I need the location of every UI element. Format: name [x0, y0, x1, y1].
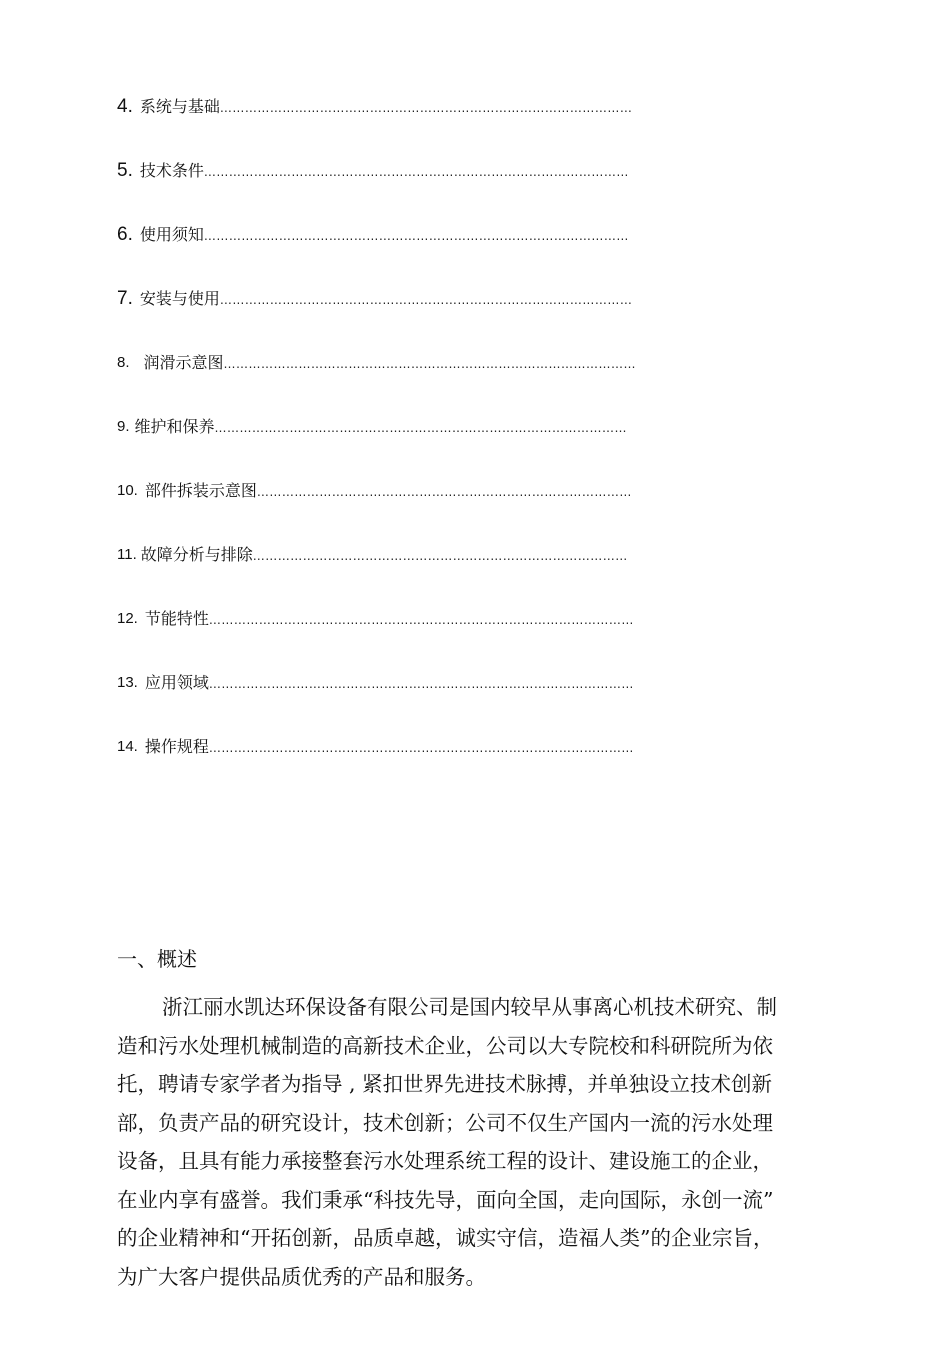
toc-item-10[interactable] [117, 479, 759, 503]
toc-leader-dots: ………………………………………………………………………………………… [208, 677, 634, 691]
toc-title: 技术条件 [139, 161, 204, 180]
toc-leader-dots: ………………………………………………………………………………………… [203, 165, 629, 179]
toc-number: 14. [117, 738, 138, 755]
toc-number: 10. [117, 482, 138, 499]
toc-title: 部件拆装示意图 [144, 481, 257, 500]
toc-item-5[interactable] [117, 159, 753, 183]
toc-leader-dots: ………………………………………………………………………………………… [208, 613, 634, 627]
toc-number: 9. [117, 418, 130, 435]
paragraph-line: 浙江丽水凯达环保设备有限公司是国内较早从事离心机技术研究、制 [162, 995, 777, 1019]
paragraph-line: 托，聘请专家学者为指导 , 紧扣世界先进技术脉搏，并单独设立技术创新 [117, 1072, 773, 1096]
toc-title: 维护和保养 [134, 417, 215, 436]
toc-item-8[interactable] [117, 351, 757, 375]
toc-number: 13. [117, 674, 138, 691]
toc-title: 操作规程 [144, 737, 209, 756]
toc-leader-dots: ……………………………………………………………………………………… [219, 293, 633, 307]
toc-number: 11. [117, 546, 137, 563]
toc-item-12[interactable] [117, 607, 759, 631]
toc-item-7[interactable] [117, 287, 753, 311]
toc-item-4[interactable] [117, 95, 753, 119]
toc-leader-dots: ……………………………………………………………………………… [252, 549, 628, 563]
toc-title: 使用须知 [139, 225, 204, 244]
toc-leader-dots: ……………………………………………………………………………………… [219, 101, 633, 115]
toc-number: 12. [117, 610, 138, 627]
paragraph-line: 设备，且具有能力承接整套污水处理系统工程的设计、建设施工的企业， [117, 1149, 773, 1173]
toc-number: 6. [117, 224, 133, 245]
toc-number: 5. [117, 160, 133, 181]
toc-item-6[interactable] [117, 223, 753, 247]
toc-title: 系统与基础 [139, 97, 220, 116]
toc-leader-dots: ……………………………………………………………………………………… [223, 357, 637, 371]
toc-leader-dots: ………………………………………………………………………………………… [203, 229, 629, 243]
toc-title: 安装与使用 [139, 289, 220, 308]
toc-item-13[interactable] [117, 671, 759, 695]
paragraph-line: 的企业精神和“开拓创新，品质卓越，诚实守信，造福人类”的企业宗旨， [117, 1226, 774, 1250]
paragraph-line: 部，负责产品的研究设计，技术创新；公司不仅生产国内一流的污水处理 [117, 1110, 773, 1135]
toc-leader-dots: ……………………………………………………………………………… [256, 485, 632, 499]
paragraph-line: 造和污水处理机械制造的高新技术企业，公司以大专院校和科研院所为依 [117, 1033, 773, 1058]
toc-title: 故障分析与排除 [140, 545, 253, 564]
paragraph-line: 为广大客户提供品质优秀的产品和服务。 [117, 1264, 486, 1289]
toc-number: 8. [117, 354, 130, 371]
toc-title: 润滑示意图 [143, 353, 224, 372]
toc-number: 7. [117, 288, 133, 309]
toc-item-14[interactable] [117, 735, 759, 759]
toc-leader-dots: ……………………………………………………………………………………… [214, 421, 628, 435]
paragraph-line: 在业内享有盛誉。我们秉承“科技先导，面向全国，走向国际，永创一流” [117, 1187, 774, 1212]
toc-title: 应用领域 [144, 673, 209, 692]
toc-number: 4. [117, 96, 133, 117]
overview-paragraph [117, 988, 807, 1296]
toc-item-11[interactable] [117, 543, 757, 567]
toc-title: 节能特性 [144, 609, 209, 628]
section-heading-overview: 一、概述 [117, 947, 197, 971]
toc-leader-dots: ………………………………………………………………………………………… [208, 741, 634, 755]
toc-item-9[interactable] [117, 415, 750, 439]
